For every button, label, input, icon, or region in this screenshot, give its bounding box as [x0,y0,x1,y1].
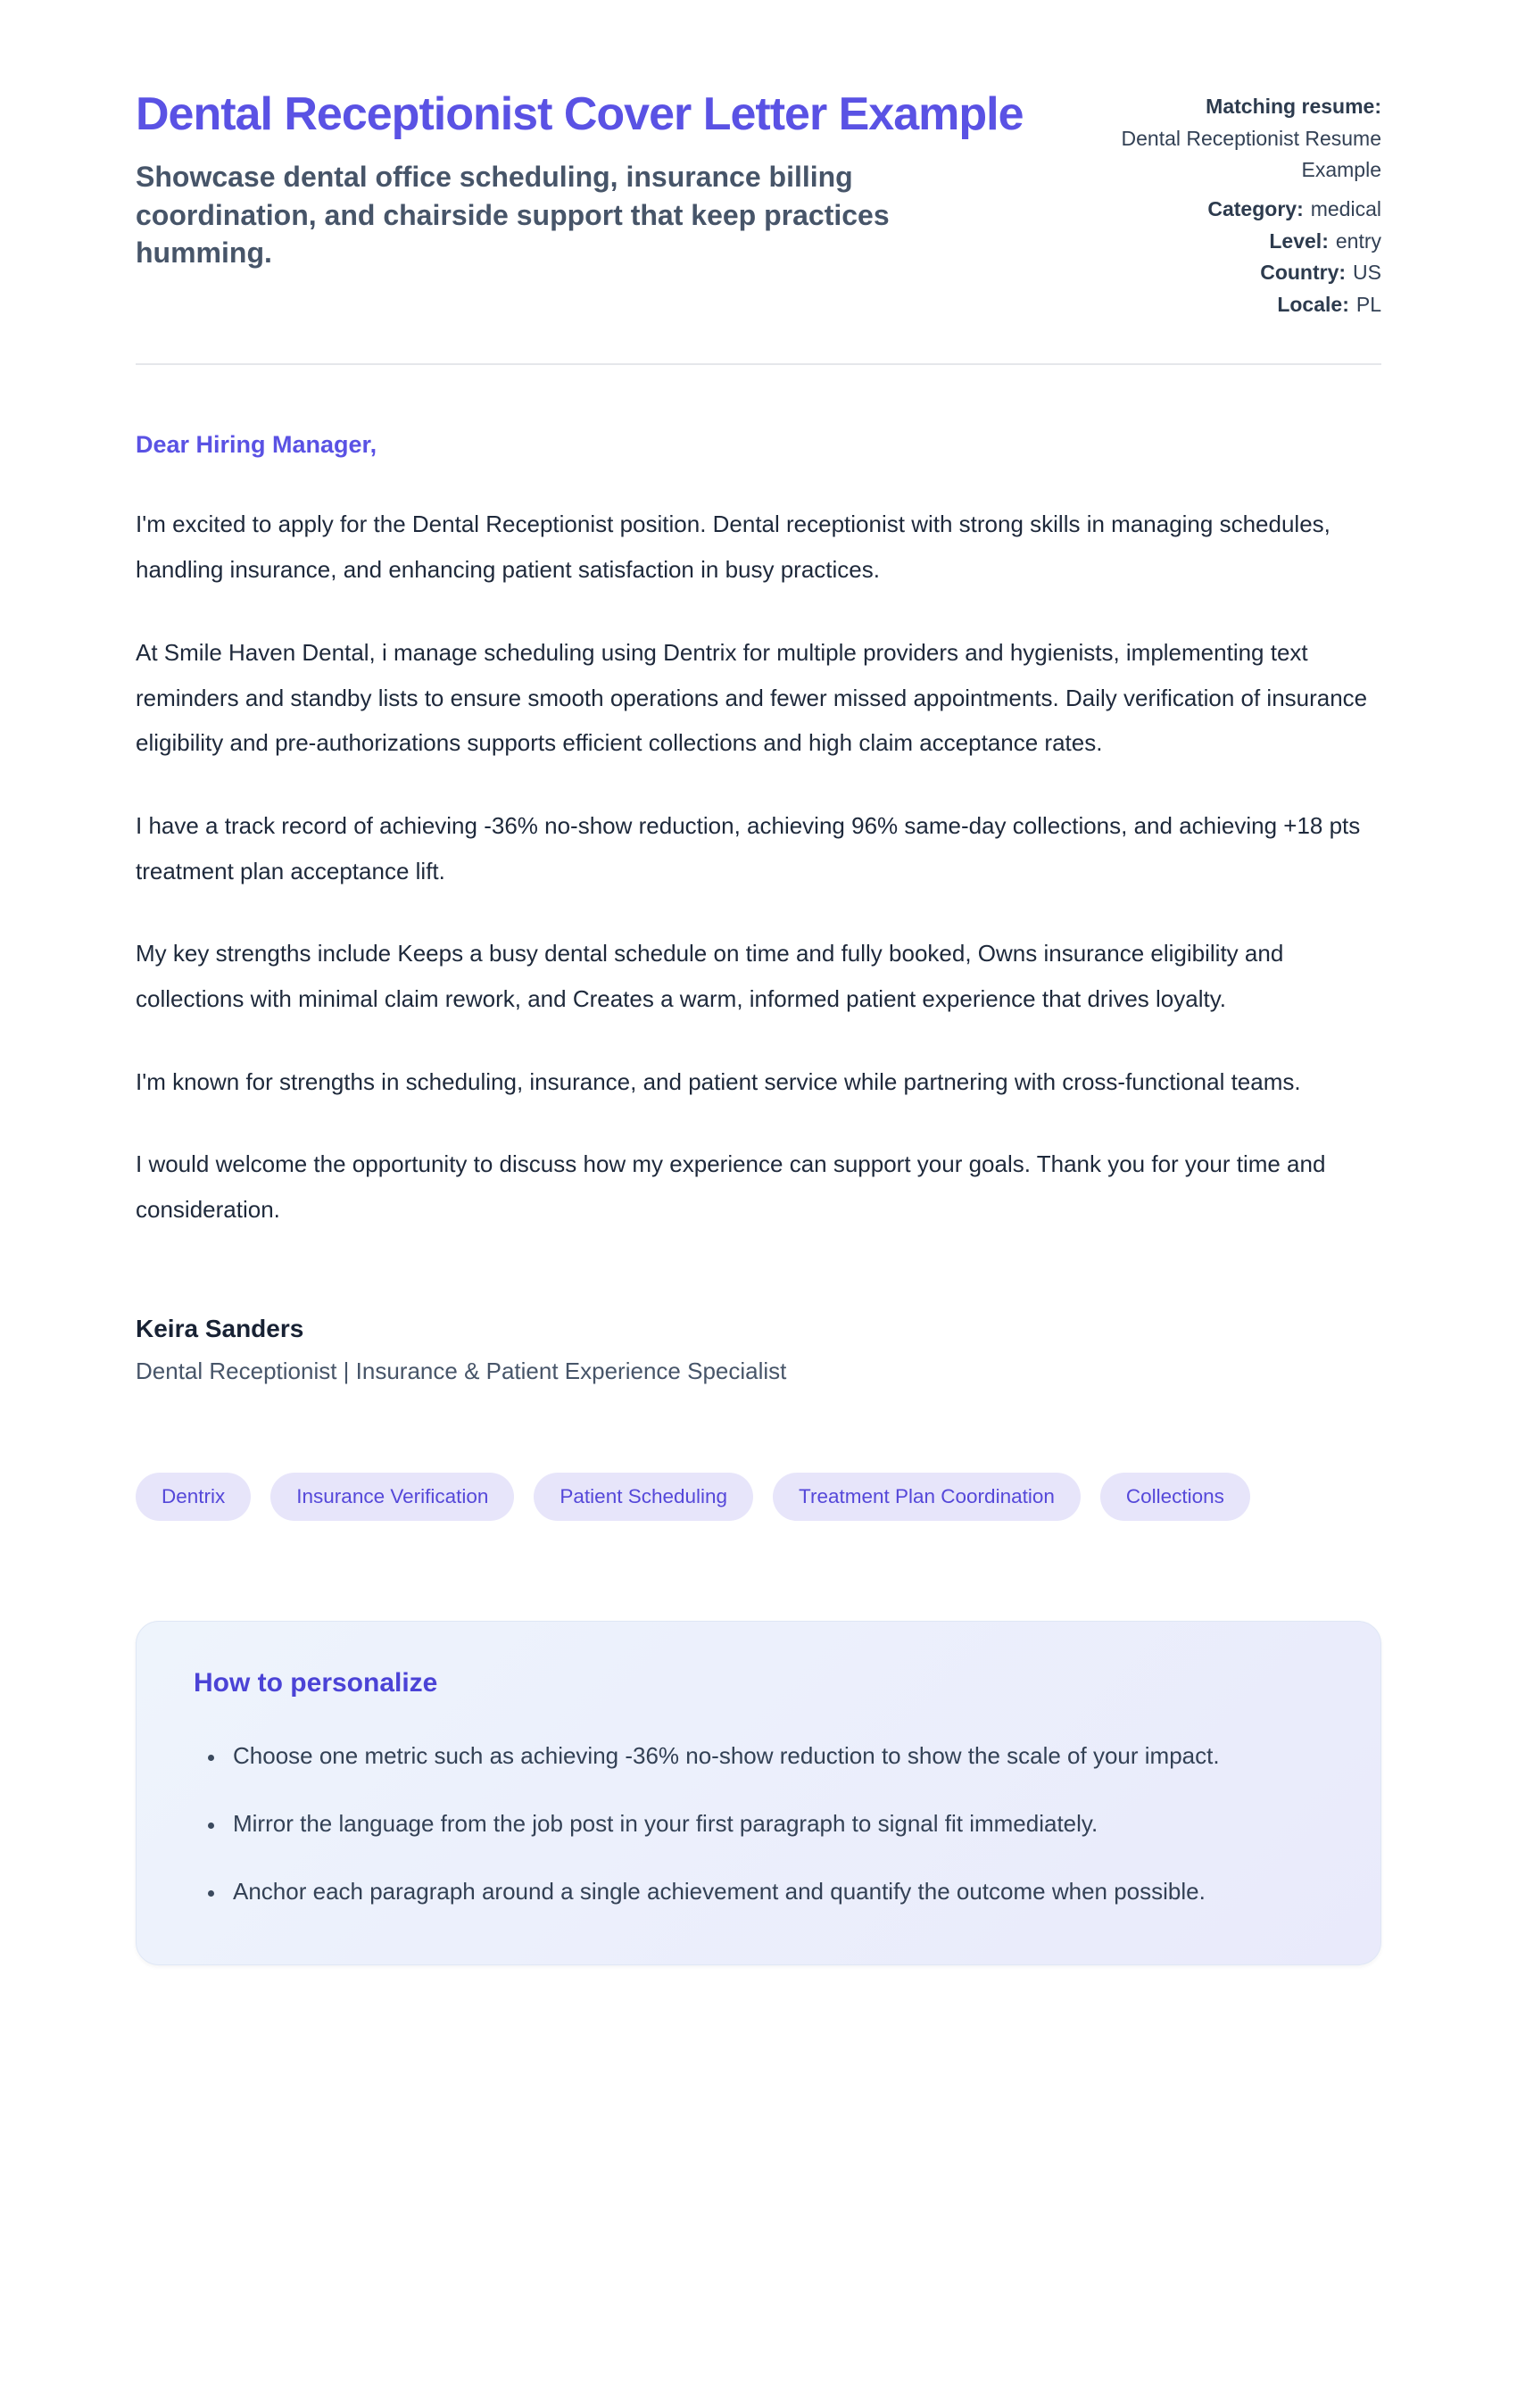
meta-field-row [1060,226,1381,258]
skill-tag-pill: Collections [1100,1473,1250,1522]
meta-field-label: Level: [1269,228,1329,253]
letter-paragraph: I would welcome the opportunity to discuss how my experience can support your goals. Thank you for your time and consideration. [136,1150,1326,1224]
meta-field-label: Locale: [1277,292,1349,316]
meta-field-value: medical [1310,196,1381,220]
page-title: Dental Receptionist Cover Letter Example [136,88,1024,140]
signature-role: Dental Receptionist | Insurance & Patient Experience Specialist [136,1357,787,1384]
personalize-tip: • Mirror the language from the job post in your first paragraph to signal fit immediately. [226,1802,1323,1847]
signature-name: Keira Sanders [136,1314,304,1342]
personalize-tip-list [194,1734,1323,1914]
skill-tags [136,1473,1381,1522]
meta-field-row [1060,289,1381,321]
letter-paragraphs [136,502,1381,1232]
meta-field-row [1060,257,1381,289]
signature-block [136,1315,1381,1385]
header-divider [136,363,1381,365]
letter-greeting: Dear Hiring Manager, [136,431,377,459]
personalize-tip: • Choose one metric such as achieving -36% no-show reduction to show the scale of your impact. [226,1734,1323,1779]
skill-tag-pill: Treatment Plan Coordination [773,1473,1081,1522]
meta-fields [1060,194,1381,321]
meta-field-label: Category: [1207,196,1304,220]
personalize-title: How to personalize [194,1668,438,1698]
meta-field-value: US [1353,261,1381,285]
letter-paragraph: I'm excited to apply for the Dental Receptionist position. Dental receptionist with strong skills in managing schedules, handling insurance, and enhancing patient satisfaction in busy practices. [136,511,1330,584]
cover-letter-body [136,431,1381,1384]
personalize-tip: • Anchor each paragraph around a single achievement and quantify the outcome when possible. [226,1870,1323,1914]
letter-paragraph: My key strengths include Keeps a busy dental schedule on time and fully booked, Owns insurance eligibility and collections with minimal claim rework, and Creates a warm, informed patient experience that drives loyalty. [136,940,1284,1012]
matching-resume-label: Matching resume: [1206,95,1381,118]
header-titles [136,86,1024,272]
skill-tag-pill: Patient Scheduling [534,1473,753,1522]
meta-field-row [1060,194,1381,226]
meta-block [1060,86,1381,320]
matching-resume-value: Dental Receptionist Resume Example [1121,126,1381,182]
skill-tag-pill: Insurance Verification [270,1473,514,1522]
letter-paragraph: I'm known for strengths in scheduling, insurance, and patient service while partnering with cross-functional teams. [136,1067,1301,1095]
personalize-box [136,1621,1381,1965]
meta-field-value: PL [1355,292,1381,316]
letter-paragraph: At Smile Haven Dental, i manage scheduling using Dentrix for multiple providers and hygienists, implementing text reminders and standby lists to ensure smooth operations and fewer missed appointments. Daily verification of insurance eligibility and pre-authorizations supports efficient collections and high claim acceptance rates. [136,638,1368,757]
skill-tag-pill: Dentrix [136,1473,251,1522]
letter-paragraph: I have a track record of achieving -36% no-show reduction, achieving 96% same-day collections, and achieving +18 pts treatment plan acceptance lift. [136,811,1361,884]
meta-field-value: entry [1335,228,1381,253]
page-header [136,86,1381,320]
meta-field-label: Country: [1260,261,1347,285]
page-subtitle: Showcase dental office scheduling, insurance billing coordination, and chairside support that keep practices humming. [136,161,890,270]
